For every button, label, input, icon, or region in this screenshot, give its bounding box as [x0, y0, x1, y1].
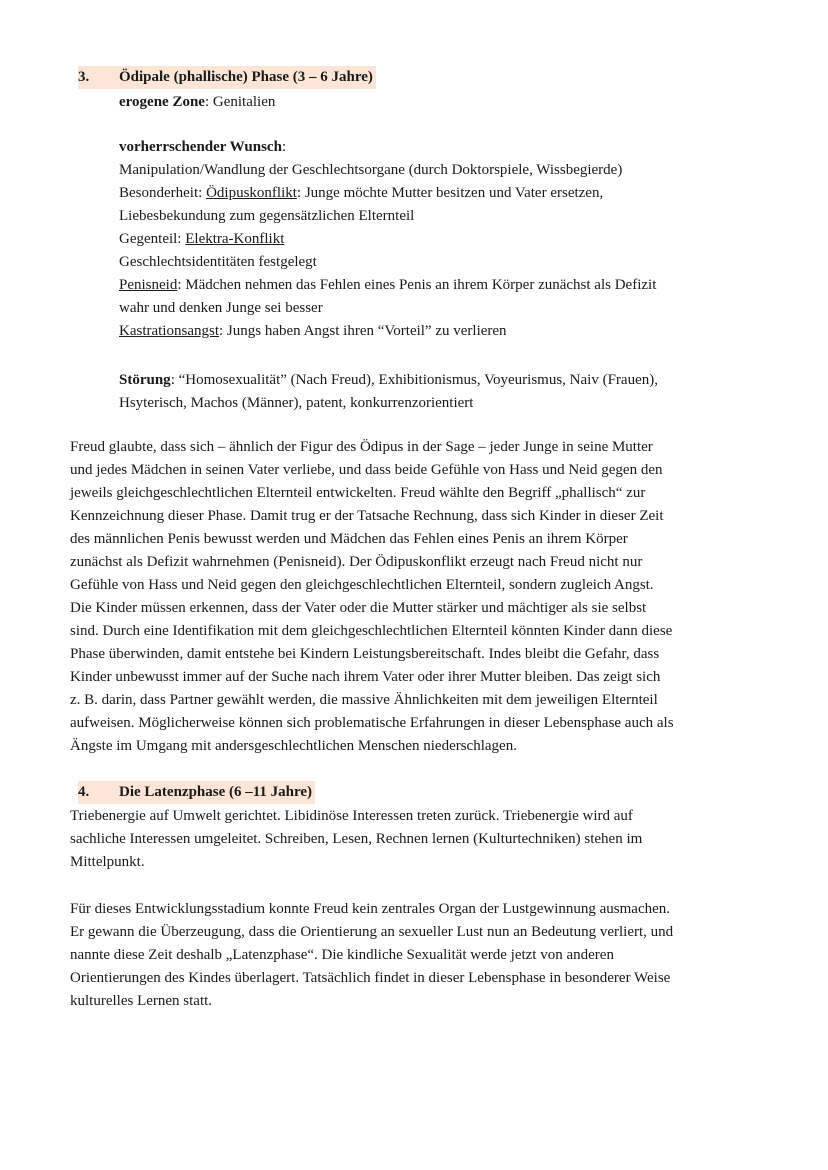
stoerung-line — [119, 369, 658, 392]
section-4-title: Die Latenzphase (6 –11 Jahre) — [119, 784, 313, 800]
special-text-2: Liebesbekundung zum gegensätzlichen Elternteil — [119, 208, 415, 224]
penisneid-line — [119, 274, 656, 297]
stoerung-line-2 — [119, 392, 658, 415]
special-line-2 — [119, 205, 656, 228]
identity-text: Geschlechtsidentitäten festgelegt — [119, 254, 317, 270]
paragraph-line: sind. Durch eine Identifikation mit dem gleichgeschlechtlichen Elternteil könnten Kinder dann diese — [70, 623, 673, 639]
electra-term: Elektra-Konflikt — [185, 231, 285, 247]
opposite-prefix: Gegenteil: — [119, 231, 186, 247]
paragraph-line: Orientierungen des Kindes überlagert. Tatsächlich findet in dieser Lebensphase in besonderer Weise — [70, 970, 671, 986]
paragraph-line: und jedes Mädchen in seinen Vater verliebe, und dass beide Gefühle von Hass und Neid gegen den — [70, 462, 663, 478]
paragraph-line: aufweisen. Möglicherweise können sich problematische Erfahrungen in dieser Lebensphase auch als — [70, 715, 674, 731]
stoerung-label: Störung — [119, 372, 171, 388]
special-rest: : Junge möchte Mutter besitzen und Vater ersetzen, — [296, 185, 604, 201]
section-4-heading — [78, 781, 315, 804]
paragraph-line: Die Kinder müssen erkennen, dass der Vater oder die Mutter stärker und mächtiger als sie selbst — [70, 600, 647, 616]
kastration-line — [119, 320, 656, 343]
wish-text: Manipulation/Wandlung der Geschlechtsorgane (durch Doktorspiele, Wissbegierde) — [119, 162, 623, 178]
wish-heading — [119, 136, 286, 159]
oedipus-term: Ödipuskonflikt — [206, 185, 297, 201]
wish-label: vorherrschender Wunsch — [119, 139, 282, 155]
erogenous-zone-line — [119, 91, 275, 114]
stoerung-rest: : “Homosexualität” (Nach Freud), Exhibitionismus, Voyeurismus, Naiv (Frauen), — [170, 372, 658, 388]
wish-line — [119, 159, 656, 182]
paragraph-line: Ängste im Umgang mit andersgeschlechtlichen Menschen niederschlagen. — [70, 738, 517, 754]
paragraph-line: Freud glaubte, dass sich – ähnlich der Figur des Ödipus in der Sage – jeder Junge in seine Mutter — [70, 439, 653, 455]
penisneid-line-2 — [119, 297, 656, 320]
section-3-title: Ödipale (phallische) Phase (3 – 6 Jahre) — [119, 69, 373, 85]
stoerung-text-2: Hsyterisch, Machos (Männer), patent, konkurrenzorientiert — [119, 395, 474, 411]
paragraph-oedipal — [70, 436, 674, 758]
paragraph-line: Gefühle von Hass und Neid gegen den gleichgeschlechtlichen Elternteil, sondern zugleich Angst. — [70, 577, 654, 593]
penisneid-rest: : Mädchen nehmen das Fehlen eines Penis an ihrem Körper zunächst als Defizit — [177, 277, 657, 293]
section-4-line: Triebenergie auf Umwelt gerichtet. Libidinöse Interessen treten zurück. Triebenergie wird auf — [70, 808, 633, 824]
paragraph-line: Kinder unbewusst immer auf der Suche nach ihrem Vater oder ihrer Mutter bleiben. Das zeigt sich — [70, 669, 661, 685]
paragraph-line: Kennzeichnung dieser Phase. Damit trug er der Tatsache Rechnung, dass sich Kinder in dieser Zeit — [70, 508, 664, 524]
paragraph-line: Für dieses Entwicklungsstadium konnte Freud kein zentrales Organ der Lustgewinnung ausmachen. — [70, 901, 671, 917]
wish-colon: : — [281, 139, 287, 155]
section-4-number: 4. — [78, 784, 90, 800]
section-3-details — [119, 159, 656, 343]
paragraph-line: jeweils gleichgeschlechtlichen Elternteil entwickelten. Freud wählte den Begriff „phallisch“ zur — [70, 485, 646, 501]
kastration-rest: : Jungs haben Angst ihren “Vorteil” zu verlieren — [218, 323, 507, 339]
paragraph-line: Er gewann die Überzeugung, dass die Orientierung an sexueller Lust nun an Bedeutung verliert, und — [70, 924, 674, 940]
section-4-line: Mittelpunkt. — [70, 854, 145, 870]
paragraph-latency — [70, 898, 673, 1013]
section-4-line: sachliche Interessen umgeleitet. Schreiben, Lesen, Rechnen lernen (Kulturtechniken) stehen im — [70, 831, 643, 847]
opposite-line — [119, 228, 656, 251]
section-3-heading — [78, 66, 376, 89]
paragraph-line: des männlichen Penis bewusst werden und Mädchen das Fehlen eines Penis an ihrem Körper — [70, 531, 628, 547]
paragraph-line: nannte diese Zeit deshalb „Latenzphase“. Die kindliche Sexualität werde jetzt von anderen — [70, 947, 614, 963]
stoerung-block — [119, 369, 658, 415]
paragraph-line: Phase überwinden, damit entstehe bei Kindern Leistungsbereitschaft. Indes bleibt die Gefahr, dass — [70, 646, 660, 662]
penisneid-text-2: wahr und denken Junge sei besser — [119, 300, 323, 316]
section-3-number: 3. — [78, 69, 90, 85]
identity-line — [119, 251, 656, 274]
paragraph-line: kulturelles Lernen statt. — [70, 993, 213, 1009]
special-line — [119, 182, 656, 205]
zone-value: : Genitalien — [204, 94, 276, 110]
section-4-body — [70, 805, 642, 874]
paragraph-line: z. B. darin, dass Partner gewählt werden, die massive Ähnlichkeiten mit dem jeweiligen Elternteil — [70, 692, 658, 708]
paragraph-line: zunächst als Defizit wahrnehmen (Penisneid). Der Ödipuskonflikt erzeugt nach Freud nicht nur — [70, 554, 643, 570]
zone-label: erogene Zone — [119, 94, 205, 110]
kastration-term: Kastrationsangst — [119, 323, 219, 339]
special-prefix: Besonderheit: — [119, 185, 207, 201]
penisneid-term: Penisneid — [119, 277, 178, 293]
